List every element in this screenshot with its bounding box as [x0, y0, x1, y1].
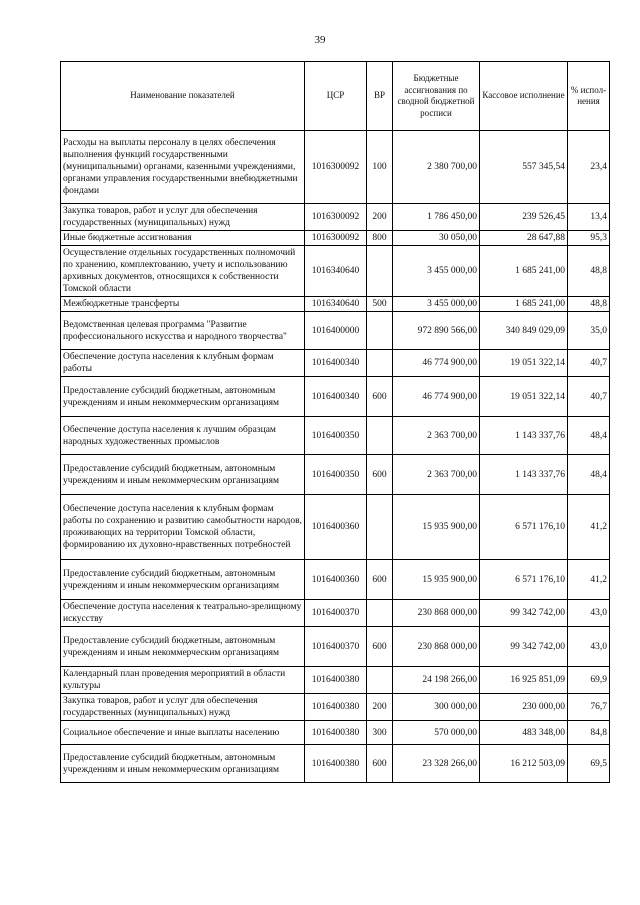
- table-row: [61, 350, 610, 377]
- cell-assigned: 3 455 000,00: [393, 297, 480, 312]
- cell-executed: 483 348,00: [480, 721, 568, 745]
- cell-name: Обеспечение доступа населения к лучшим образцам народных художественных промыслов: [61, 417, 305, 455]
- cell-name: Закупка товаров, работ и услуг для обеспечения государственных (муниципальных) нужд: [61, 204, 305, 231]
- cell-assigned: 30 050,00: [393, 231, 480, 246]
- table-row: [61, 131, 610, 204]
- table-header-row: [61, 62, 610, 131]
- cell-name: Расходы на выплаты персоналу в целях обеспечения выполнения функций государственными (муниципальными) органами, казенными учреждениями, органами управления государственными внебюджетными фондами: [61, 131, 305, 204]
- cell-csr: 1016400000: [305, 312, 367, 350]
- cell-csr: 1016400380: [305, 667, 367, 694]
- cell-name: Обеспечение доступа населения к клубным формам работы по сохранению и развитию самобытности народов, проживающих на территории Томской области, формированию их духовно-нравственных потребностей: [61, 495, 305, 560]
- cell-percent: 40,7: [568, 350, 610, 377]
- cell-percent: 48,4: [568, 417, 610, 455]
- table-row: [61, 231, 610, 246]
- cell-executed: 19 051 322,14: [480, 377, 568, 417]
- cell-executed: 6 571 176,10: [480, 560, 568, 600]
- cell-percent: 40,7: [568, 377, 610, 417]
- cell-executed: 19 051 322,14: [480, 350, 568, 377]
- cell-vr: 800: [367, 231, 393, 246]
- cell-vr: [367, 667, 393, 694]
- cell-percent: 13,4: [568, 204, 610, 231]
- cell-executed: 6 571 176,10: [480, 495, 568, 560]
- cell-assigned: 23 328 266,00: [393, 745, 480, 783]
- cell-vr: [367, 246, 393, 297]
- cell-executed: 1 143 337,76: [480, 417, 568, 455]
- cell-percent: 69,5: [568, 745, 610, 783]
- cell-csr: 1016300092: [305, 231, 367, 246]
- cell-executed: 99 342 742,00: [480, 627, 568, 667]
- cell-percent: 76,7: [568, 694, 610, 721]
- cell-csr: 1016400380: [305, 721, 367, 745]
- cell-assigned: 972 890 566,00: [393, 312, 480, 350]
- cell-csr: 1016400380: [305, 694, 367, 721]
- cell-percent: 95,3: [568, 231, 610, 246]
- table-row: [61, 694, 610, 721]
- cell-csr: 1016400350: [305, 455, 367, 495]
- cell-name: Обеспечение доступа населения к театрально-зрелищному искусству: [61, 600, 305, 627]
- header-assigned: Бюджетные ассигнования по сводной бюджетной росписи: [393, 62, 480, 131]
- cell-executed: 1 685 241,00: [480, 246, 568, 297]
- table-row: [61, 600, 610, 627]
- cell-percent: 43,0: [568, 600, 610, 627]
- cell-assigned: 2 363 700,00: [393, 417, 480, 455]
- header-vr: ВР: [367, 62, 393, 131]
- cell-assigned: 2 363 700,00: [393, 455, 480, 495]
- cell-csr: 1016400380: [305, 745, 367, 783]
- cell-executed: 230 000,00: [480, 694, 568, 721]
- cell-csr: 1016400350: [305, 417, 367, 455]
- cell-vr: 600: [367, 627, 393, 667]
- cell-percent: 35,0: [568, 312, 610, 350]
- cell-vr: [367, 600, 393, 627]
- cell-percent: 48,4: [568, 455, 610, 495]
- cell-executed: 1 685 241,00: [480, 297, 568, 312]
- cell-assigned: 570 000,00: [393, 721, 480, 745]
- header-executed: Кассовое исполнение: [480, 62, 568, 131]
- cell-executed: 557 345,54: [480, 131, 568, 204]
- table-row: [61, 297, 610, 312]
- cell-csr: 1016340640: [305, 246, 367, 297]
- cell-csr: 1016300092: [305, 204, 367, 231]
- table-row: [61, 246, 610, 297]
- cell-executed: 1 143 337,76: [480, 455, 568, 495]
- cell-name: Обеспечение доступа населения к клубным формам работы: [61, 350, 305, 377]
- cell-assigned: 15 935 900,00: [393, 495, 480, 560]
- table-row: [61, 204, 610, 231]
- cell-assigned: 46 774 900,00: [393, 377, 480, 417]
- cell-percent: 48,8: [568, 246, 610, 297]
- cell-vr: [367, 495, 393, 560]
- cell-executed: 99 342 742,00: [480, 600, 568, 627]
- cell-executed: 239 526,45: [480, 204, 568, 231]
- cell-vr: 600: [367, 560, 393, 600]
- cell-vr: [367, 350, 393, 377]
- table-row: [61, 377, 610, 417]
- cell-assigned: 15 935 900,00: [393, 560, 480, 600]
- cell-assigned: 3 455 000,00: [393, 246, 480, 297]
- cell-name: Предоставление субсидий бюджетным, автономным учреждениям и иным некоммерческим организациям: [61, 560, 305, 600]
- cell-name: Ведомственная целевая программа "Развитие профессионального искусства и народного творчества": [61, 312, 305, 350]
- cell-csr: 1016300092: [305, 131, 367, 204]
- cell-name: Предоставление субсидий бюджетным, автономным учреждениям и иным некоммерческим организациям: [61, 455, 305, 495]
- page-number: 39: [314, 34, 326, 46]
- cell-csr: 1016400360: [305, 560, 367, 600]
- cell-name: Социальное обеспечение и иные выплаты населению: [61, 721, 305, 745]
- cell-vr: 600: [367, 455, 393, 495]
- cell-name: Иные бюджетные ассигнования: [61, 231, 305, 246]
- cell-vr: [367, 417, 393, 455]
- table-row: [61, 667, 610, 694]
- cell-assigned: 230 868 000,00: [393, 627, 480, 667]
- cell-percent: 41,2: [568, 560, 610, 600]
- cell-assigned: 230 868 000,00: [393, 600, 480, 627]
- cell-name: Предоставление субсидий бюджетным, автономным учреждениям и иным некоммерческим организациям: [61, 377, 305, 417]
- cell-name: Межбюджетные трансферты: [61, 297, 305, 312]
- cell-name: Закупка товаров, работ и услуг для обеспечения государственных (муниципальных) нужд: [61, 694, 305, 721]
- cell-percent: 41,2: [568, 495, 610, 560]
- table-row: [61, 627, 610, 667]
- table-row: [61, 417, 610, 455]
- cell-assigned: 46 774 900,00: [393, 350, 480, 377]
- cell-vr: 200: [367, 204, 393, 231]
- cell-assigned: 1 786 450,00: [393, 204, 480, 231]
- budget-execution-table: [60, 61, 610, 783]
- cell-assigned: 24 198 266,00: [393, 667, 480, 694]
- cell-percent: 43,0: [568, 627, 610, 667]
- cell-name: Предоставление субсидий бюджетным, автономным учреждениям и иным некоммерческим организациям: [61, 745, 305, 783]
- table-row: [61, 312, 610, 350]
- cell-csr: 1016400370: [305, 600, 367, 627]
- cell-percent: 84,8: [568, 721, 610, 745]
- cell-csr: 1016400360: [305, 495, 367, 560]
- table-row: [61, 560, 610, 600]
- table-row: [61, 455, 610, 495]
- cell-vr: 600: [367, 377, 393, 417]
- cell-csr: 1016400370: [305, 627, 367, 667]
- cell-vr: 500: [367, 297, 393, 312]
- cell-name: Календарный план проведения мероприятий в области культуры: [61, 667, 305, 694]
- cell-name: Осуществление отдельных государственных полномочий по хранению, комплектованию, учету и использованию архивных документов, относящихся к собственности Томской области: [61, 246, 305, 297]
- cell-executed: 340 849 029,09: [480, 312, 568, 350]
- table-row: [61, 721, 610, 745]
- cell-vr: 100: [367, 131, 393, 204]
- cell-csr: 1016400340: [305, 377, 367, 417]
- cell-name: Предоставление субсидий бюджетным, автономным учреждениям и иным некоммерческим организациям: [61, 627, 305, 667]
- cell-csr: 1016340640: [305, 297, 367, 312]
- cell-executed: 16 925 851,09: [480, 667, 568, 694]
- cell-assigned: 2 380 700,00: [393, 131, 480, 204]
- cell-assigned: 300 000,00: [393, 694, 480, 721]
- cell-vr: [367, 312, 393, 350]
- cell-executed: 28 647,88: [480, 231, 568, 246]
- header-percent: % испол-нения: [568, 62, 610, 131]
- table-row: [61, 745, 610, 783]
- cell-percent: 48,8: [568, 297, 610, 312]
- cell-percent: 69,9: [568, 667, 610, 694]
- header-name: Наименование показателей: [61, 62, 305, 131]
- cell-percent: 23,4: [568, 131, 610, 204]
- cell-csr: 1016400340: [305, 350, 367, 377]
- header-csr: ЦСР: [305, 62, 367, 131]
- cell-executed: 16 212 503,09: [480, 745, 568, 783]
- cell-vr: 600: [367, 745, 393, 783]
- cell-vr: 300: [367, 721, 393, 745]
- table-row: [61, 495, 610, 560]
- cell-vr: 200: [367, 694, 393, 721]
